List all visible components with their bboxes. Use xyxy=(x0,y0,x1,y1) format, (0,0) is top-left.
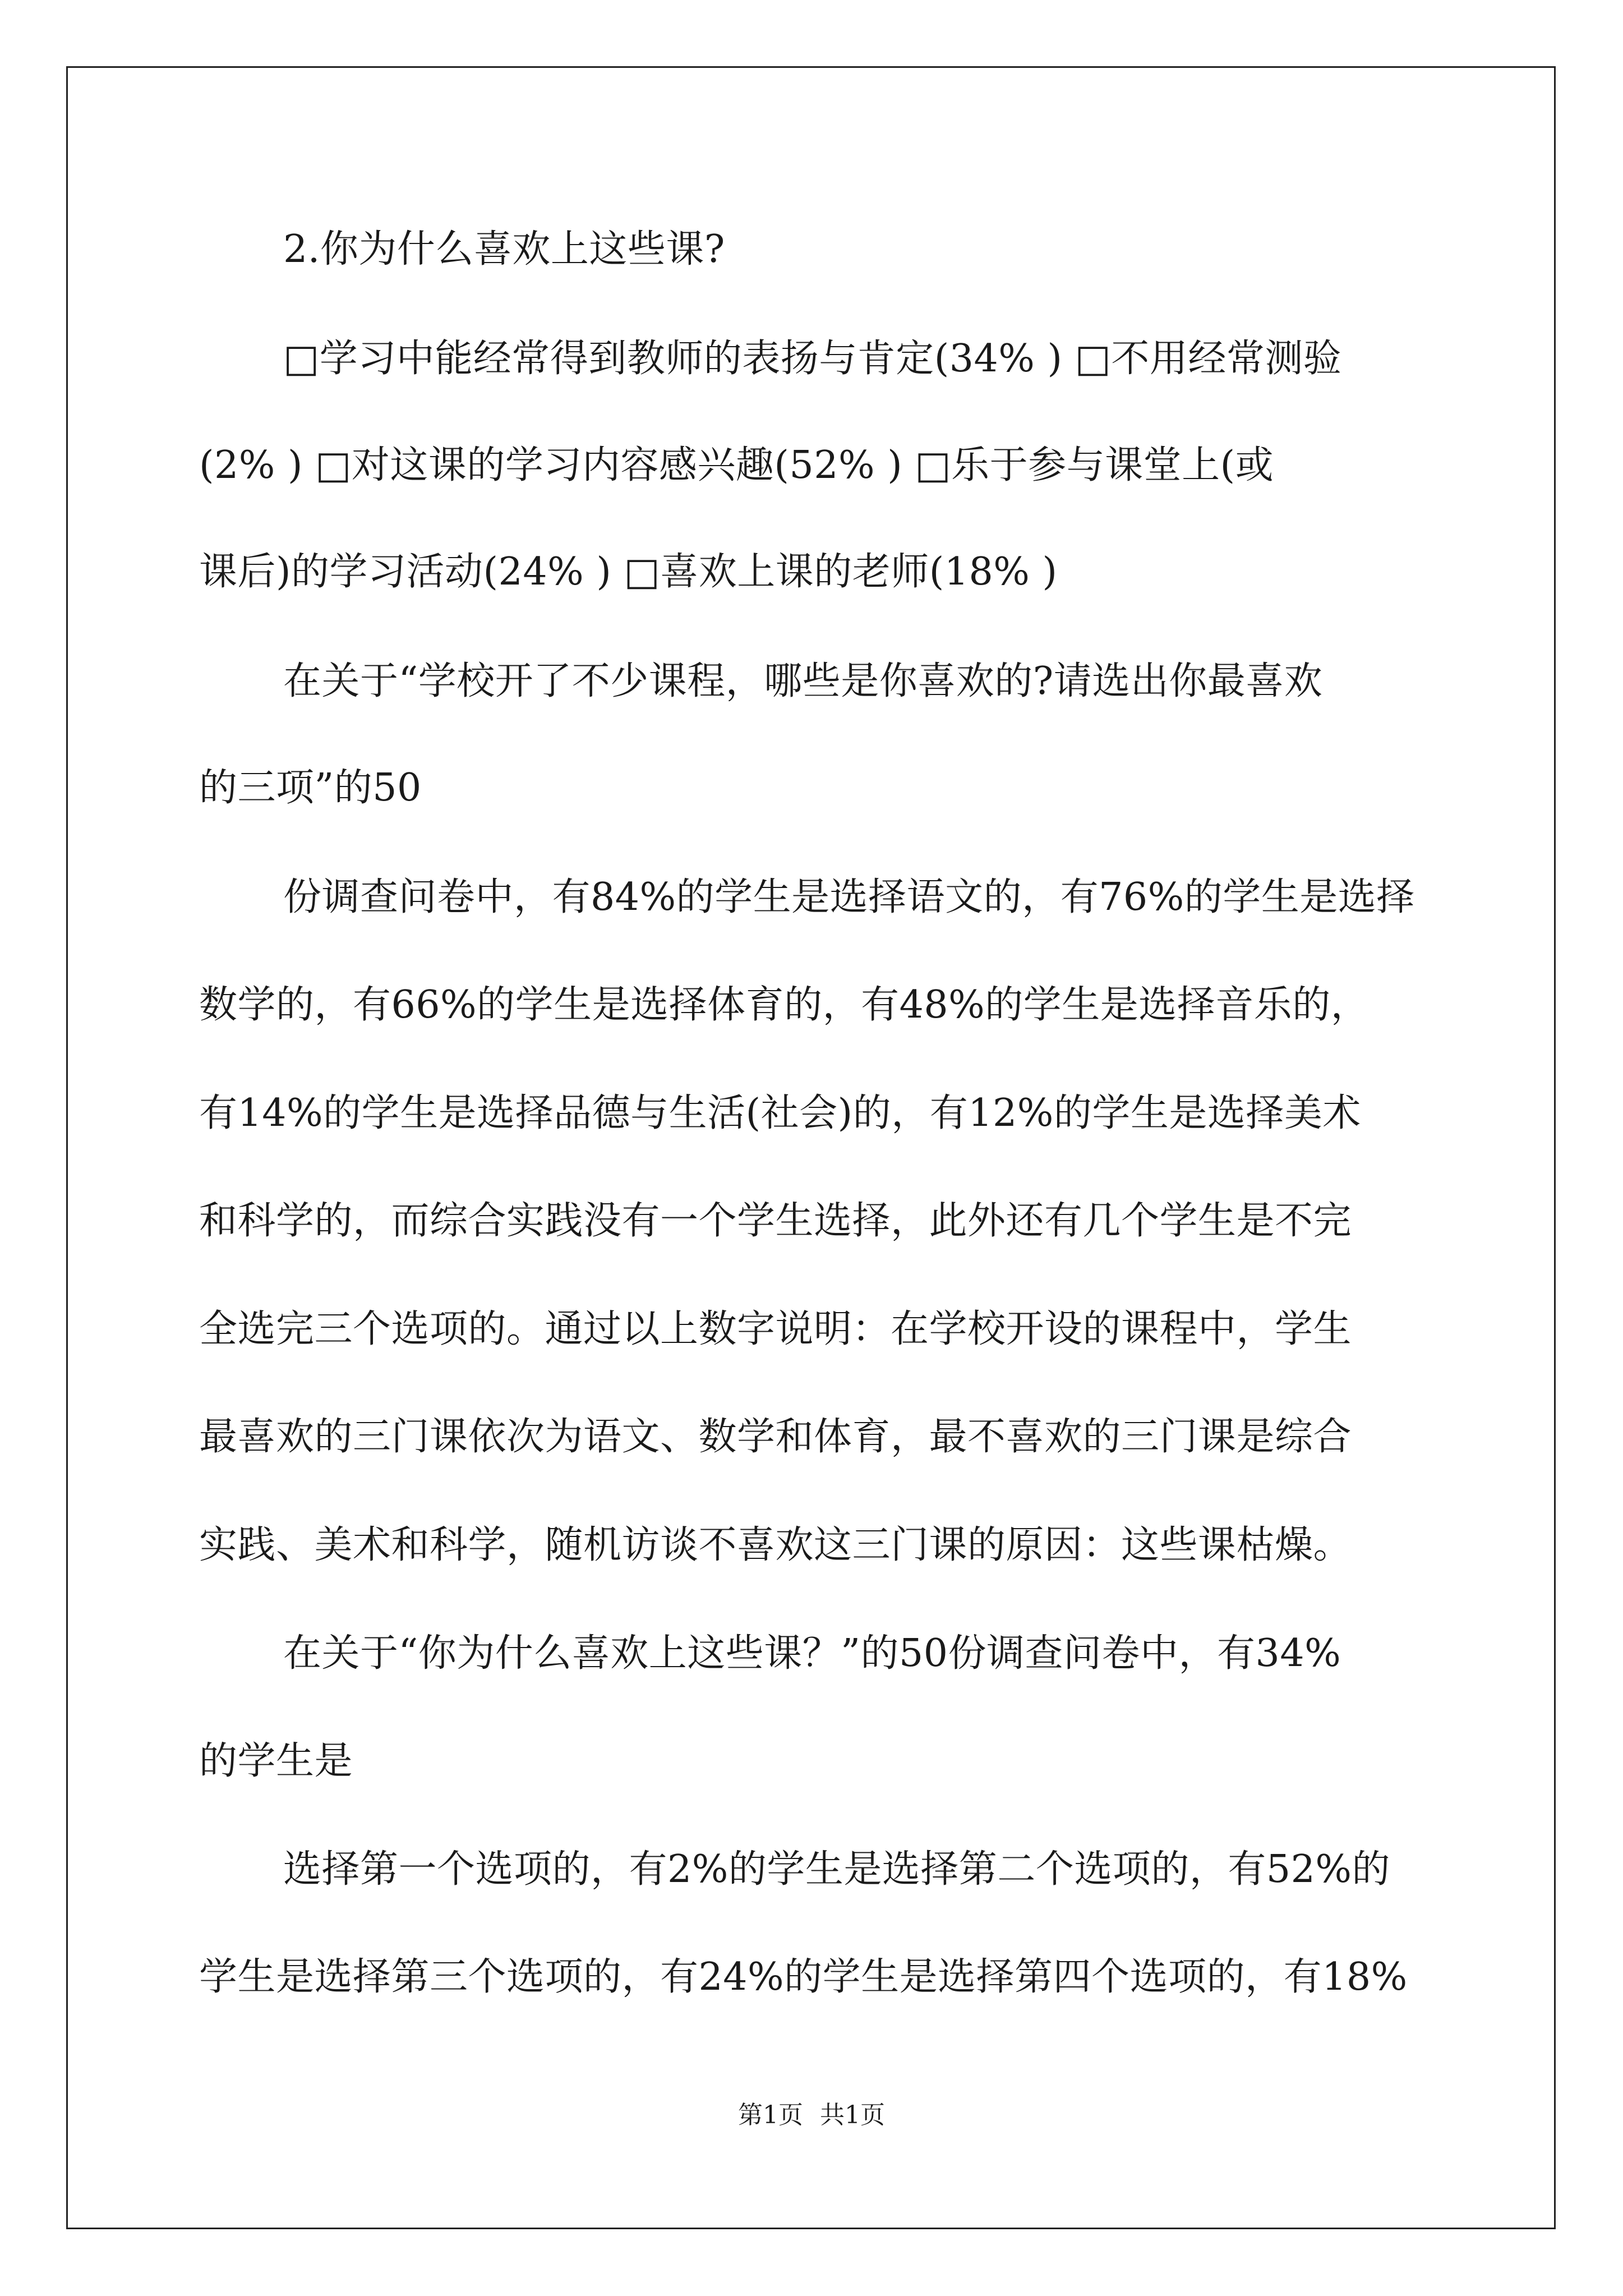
paragraph-line: 选择第一个选项的，有2%的学生是选择第二个选项的，有52%的 xyxy=(283,1847,1391,1892)
paragraph-line: 最喜欢的三门课依次为语文、数学和体育，最不喜欢的三门课是综合 xyxy=(199,1415,1352,1459)
option-line: (2% ) □对这课的学习内容感兴趣(52% ) □乐于参与课堂上(或 xyxy=(199,443,1274,487)
paragraph-line: 的学生是 xyxy=(199,1739,353,1783)
paragraph-line: 数学的，有66%的学生是选择体育的，有48%的学生是选择音乐的， xyxy=(199,983,1370,1027)
page-number: 第1页 xyxy=(738,2101,803,2129)
page-total: 共1页 xyxy=(820,2101,885,2129)
question-heading: 2.你为什么喜欢上这些课? xyxy=(283,227,725,272)
option-line: 课后)的学习活动(24% ) □喜欢上课的老师(18% ) xyxy=(199,550,1058,594)
option-line: □学习中能经常得到教师的表扬与肯定(34% ) □不用经常测验 xyxy=(283,337,1342,381)
paragraph-line: 份调查问卷中，有84%的学生是选择语文的，有76%的学生是选择 xyxy=(283,875,1415,919)
paragraph-line: 有14%的学生是选择品德与生活(社会)的，有12%的学生是选择美术 xyxy=(199,1091,1361,1135)
paragraph-line: 和科学的，而综合实践没有一个学生选择，此外还有几个学生是不完 xyxy=(199,1199,1352,1243)
page-footer xyxy=(0,2101,1623,2130)
paragraph-line: 在关于“你为什么喜欢上这些课？”的50份调查问卷中，有34% xyxy=(283,1631,1341,1676)
paragraph-line: 全选完三个选项的。通过以上数字说明：在学校开设的课程中，学生 xyxy=(199,1307,1352,1351)
paragraph-line: 的三项”的50 xyxy=(199,766,422,810)
page-border xyxy=(66,66,1556,2229)
paragraph-line: 学生是选择第三个选项的，有24%的学生是选择第四个选项的，有18% xyxy=(199,1955,1408,1999)
paragraph-line: 实践、美术和科学，随机访谈不喜欢这三门课的原因：这些课枯燥。 xyxy=(199,1523,1352,1567)
paragraph-line: 在关于“学校开了不少课程，哪些是你喜欢的?请选出你最喜欢 xyxy=(283,659,1323,703)
